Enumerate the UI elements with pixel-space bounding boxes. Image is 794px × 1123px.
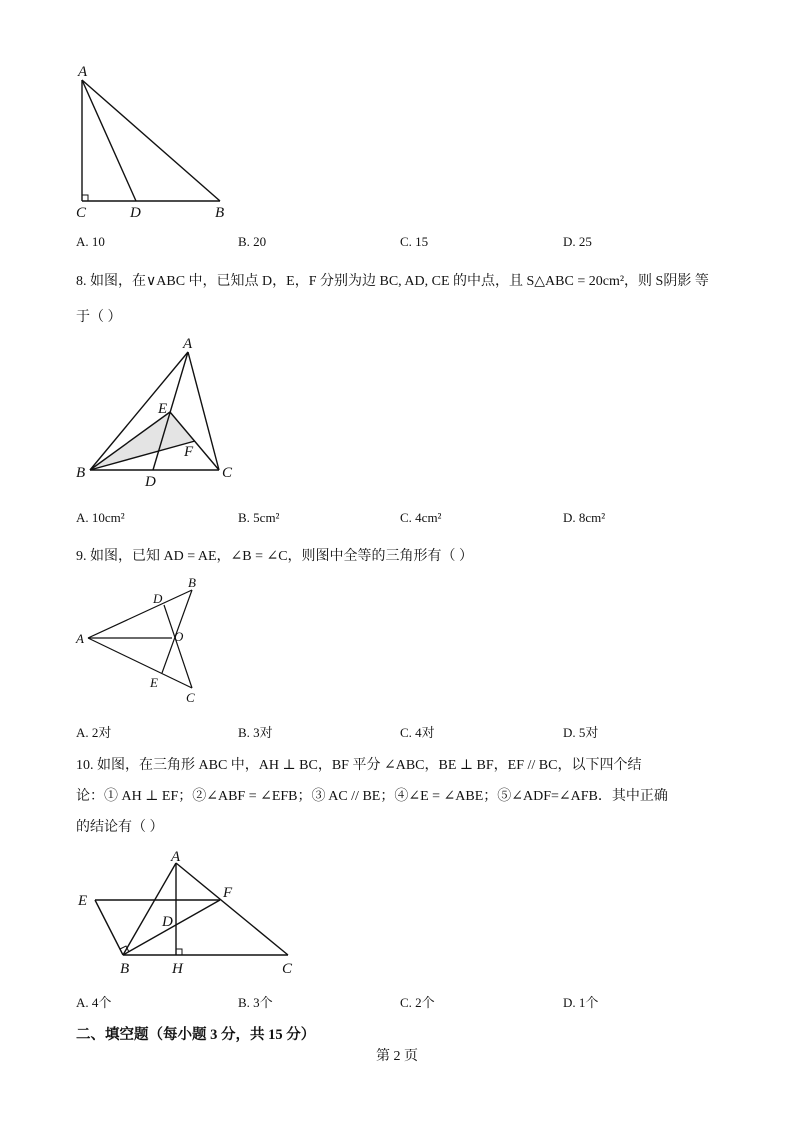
q10-label-f: F <box>223 885 233 901</box>
q8-label-b: B <box>76 465 86 481</box>
q9-option-d: D. 5对 <box>563 725 599 740</box>
q8-option-a: A. 10cm² <box>76 510 125 525</box>
q8-label-c: C <box>222 465 233 481</box>
section-title: 二、填空题（每小题 3 分，共 15 分） <box>76 1027 316 1043</box>
q10-question-text: 10. 如图，在三角形 ABC 中，AH ⊥ BC，BF 平分 ∠ABC，BE ⊥ BF，EF // BC，以下四个结 <box>76 758 642 773</box>
q10-option-a: A. 4个 <box>76 995 112 1010</box>
q8-label-a: A <box>183 336 193 352</box>
q10-question-text-cont1: 论：① AH ⊥ EF；②∠ABF = ∠EFB；③ AC // BE；④∠E = ∠ABE；⑤∠ADF=∠AFB．其中正确 <box>76 789 668 804</box>
q8-label-f: F <box>184 444 194 460</box>
q10-label-e: E <box>78 893 88 909</box>
q10-option-d: D. 1个 <box>563 995 599 1010</box>
q8-question-text: 8. 如图，在∨ABC 中，已知点 D，E，F 分别为边 BC, AD, CE 的中点，且 S△ABC = 20cm²，则 S阴影 等 <box>76 274 709 289</box>
q10-option-b: B. 3个 <box>238 995 273 1010</box>
q7-label-a: A <box>78 64 88 80</box>
q8-label-e: E <box>158 401 168 417</box>
q9-label-e: E <box>150 675 158 690</box>
q7-label-b: B <box>215 205 225 221</box>
q8-question-text-cont: 于（ ） <box>76 310 122 325</box>
q9-question-text: 9. 如图，已知 AD = AE，∠B = ∠C，则图中全等的三角形有（ ） <box>76 549 474 564</box>
q7-label-d: D <box>130 205 141 221</box>
q7-label-c: C <box>76 205 87 221</box>
q9-label-b: B <box>188 575 196 590</box>
q8-option-b: B. 5cm² <box>238 510 280 525</box>
q7-option-c: C. 15 <box>400 234 429 249</box>
q9-option-a: A. 2对 <box>76 725 112 740</box>
q7-option-b: B. 20 <box>238 234 267 249</box>
q10-label-d: D <box>162 914 173 930</box>
q10-option-c: C. 2个 <box>400 995 435 1010</box>
q10-label-b: B <box>120 961 130 977</box>
q10-label-a: A <box>171 849 181 865</box>
q7-option-a: A. 10 <box>76 234 105 249</box>
q9-label-d: D <box>153 591 163 606</box>
q10-question-text-cont2: 的结论有（ ） <box>76 820 164 835</box>
q10-label-c: C <box>282 961 293 977</box>
q10-label-h: H <box>172 961 183 977</box>
q8-option-c: C. 4cm² <box>400 510 442 525</box>
q8-label-d: D <box>145 474 156 490</box>
q8-option-d: D. 8cm² <box>563 510 606 525</box>
q7-option-d: D. 25 <box>563 234 592 249</box>
q9-label-a: A <box>76 631 84 646</box>
q9-option-c: C. 4对 <box>400 725 435 740</box>
q9-label-c: C <box>186 690 195 705</box>
page-number: 第 2 页 <box>376 1049 418 1064</box>
q9-label-o: O <box>174 629 184 644</box>
q9-option-b: B. 3对 <box>238 725 273 740</box>
